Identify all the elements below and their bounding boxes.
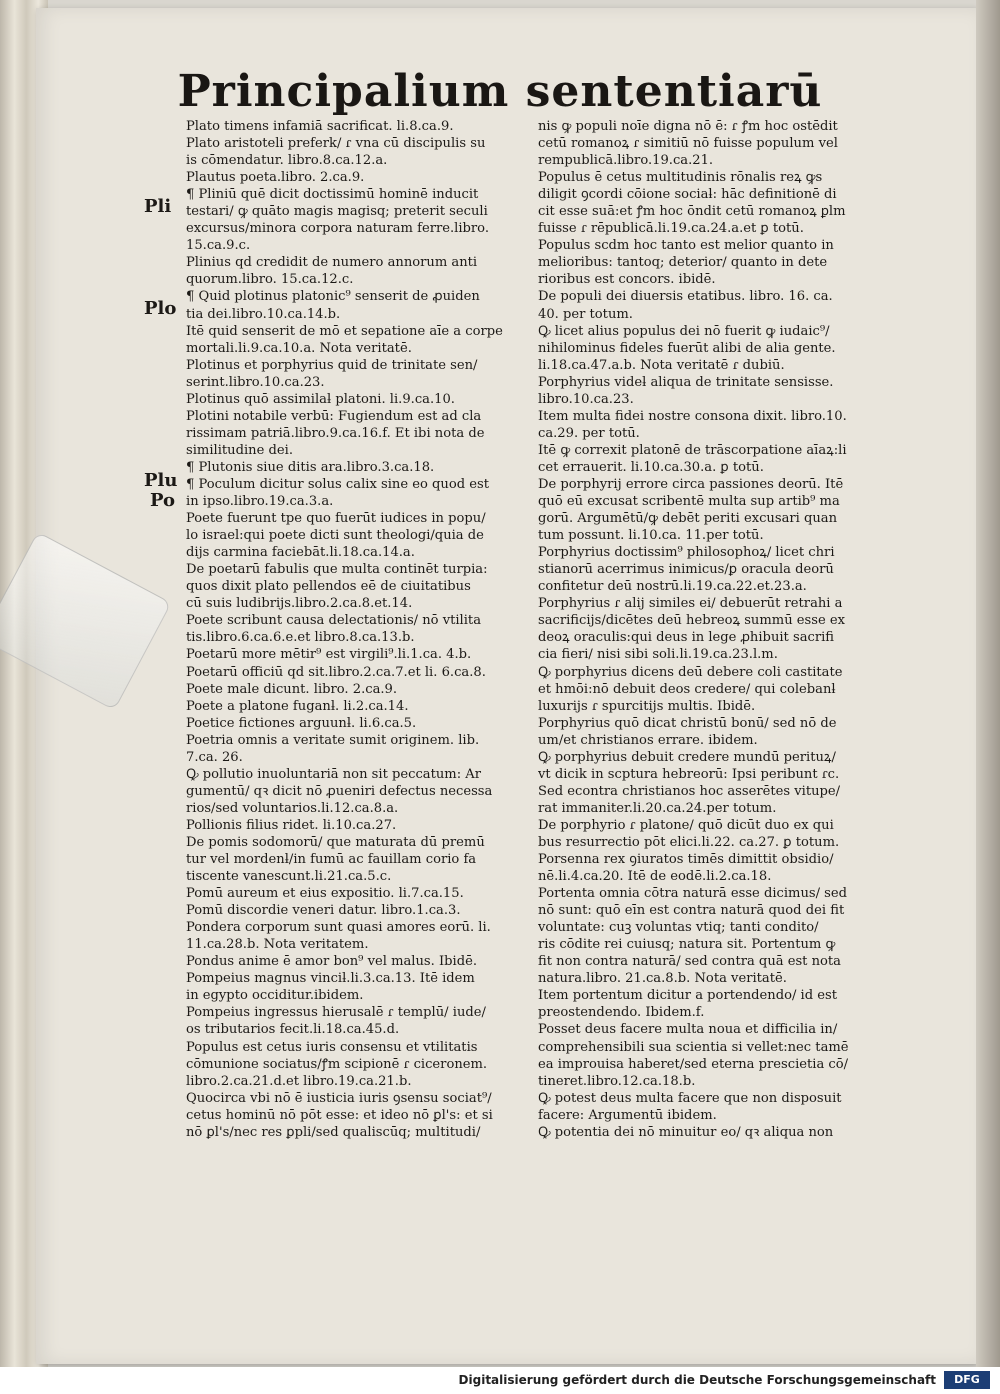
text-line: um/et christianos errare. ibidem. bbox=[538, 732, 758, 748]
text-line: lo israel:qui poete dicti sunt theologi/quia de bbox=[186, 528, 484, 544]
text-line: quos dixit plato pellendos eē de ciuitatibus bbox=[186, 579, 471, 595]
text-line: vt dicik in scptura hebreorū: Ipsi peribunt ɾc. bbox=[538, 766, 840, 782]
text-line: cetū romanoꝝ ɾ simitiū nō fuisse populum vel bbox=[538, 136, 838, 152]
text-line: ea improuisa haberet/sed eterna prescietia cō/ bbox=[538, 1056, 849, 1072]
text-line: Plautus poeta.libro. 2.ca.9. bbox=[186, 170, 365, 186]
text-line: De porphyrij errore circa passiones deorū. Itē bbox=[538, 476, 844, 492]
text-line: Poetarū more mētir⁹ est virgili⁹.li.1.ca. 4.b. bbox=[186, 647, 472, 663]
text-line: Portenta omnia cōtra naturā esse dicimus/ sed bbox=[538, 886, 848, 902]
text-line: libro.10.ca.23. bbox=[538, 391, 634, 407]
text-line: similitudine dei. bbox=[186, 442, 293, 458]
text-line: Item portentum dicitur a portendendo/ id est bbox=[538, 988, 838, 1004]
text-line: Itē quid senserit de mō et sepatione aīe a corpe bbox=[186, 323, 503, 339]
text-line: Pondus anime ē amor bon⁹ vel malus. Ibidē. bbox=[186, 954, 478, 970]
text-line: Porphyrius doctissim⁹ philosophoꝝ/ licet chri bbox=[538, 545, 835, 561]
text-line: gumentū/ qꝛ dicit nō ꝓueniri defectus necessa bbox=[186, 783, 493, 799]
text-line: Plato timens infamiā sacrificat. li.8.ca.9. bbox=[186, 119, 454, 134]
text-line: stianorū acerrimus inimicus/ꝑ oracula deorū bbox=[538, 562, 834, 578]
text-line: comprehensibili sua scientia si vellet:nec tamē bbox=[538, 1039, 849, 1055]
margin-marker-plu: Plu bbox=[144, 470, 178, 491]
text-line: ris cōdite rei cuiusq; natura sit. Portentum ꝙ bbox=[538, 937, 836, 953]
text-line: nō sunt: quō eīn est contra naturā quod dei fit bbox=[538, 903, 845, 919]
text-line: in ipso.libro.19.ca.3.a. bbox=[186, 494, 334, 510]
right-text-column bbox=[538, 118, 883, 1141]
text-line: Poete fuerunt tpe quo fuerūt iudices in popu/ bbox=[186, 511, 486, 527]
text-line: Ꝙ porphyrius dicens deū debere coli castitate bbox=[538, 664, 843, 680]
text-line: luxurijs ɾ spurcitijs multis. Ibidē. bbox=[538, 698, 756, 714]
text-line: Porsenna rex ꝯiuratos timēs dimittit obsidio/ bbox=[538, 852, 834, 868]
text-line: os tributarios fecit.li.18.ca.45.d. bbox=[186, 1022, 400, 1038]
text-line: preostendendo. Ibidem.f. bbox=[538, 1005, 705, 1021]
text-line: Sed econtra christianos hoc asserētes vitupe/ bbox=[538, 783, 841, 799]
text-line: Poetria omnis a veritate sumit originem. lib. bbox=[186, 732, 480, 748]
text-line: tia dei.libro.10.ca.14.b. bbox=[186, 306, 341, 322]
text-line: Plato aristoteli preferk/ ɾ vna cū discipulis su bbox=[186, 136, 486, 152]
text-line: 15.ca.9.c. bbox=[186, 238, 251, 254]
page-shadow bbox=[976, 0, 1000, 1394]
text-line: Ꝙ potest deus multa facere que non disposuit bbox=[538, 1090, 842, 1106]
left-text-column bbox=[186, 118, 531, 1141]
text-line: Poete scribunt causa delectationis/ nō vtilita bbox=[186, 613, 481, 629]
text-line: tur vel mordenƚ/in fumū ac fauillam corio fa bbox=[186, 852, 477, 868]
funding-note: Digitalisierung gefördert durch die Deutsche Forschungsgemeinschaft bbox=[458, 1373, 936, 1387]
text-line: ¶ Pliniū quē dicit doctissimū hominē inducit bbox=[186, 187, 479, 203]
text-line: Pomū aureum et eius expositio. li.7.ca.15. bbox=[186, 886, 464, 902]
text-line: ¶ Poculum dicitur solus calix sine eo quod est bbox=[186, 476, 490, 492]
text-line: dijs carmina faciebāt.li.18.ca.14.a. bbox=[186, 545, 415, 561]
dfg-logo: DFG bbox=[944, 1371, 990, 1389]
text-line: bus resurrectio pōt elici.li.22. ca.27. ꝑ totum. bbox=[538, 834, 840, 850]
text-line: testari/ ꝙ quāto magis magisq; preterit seculi bbox=[186, 204, 488, 220]
text-line: diligit ꝯcordi cōione sociaƚ: hāc definitionē di bbox=[538, 187, 837, 203]
text-line: rios/sed voluntarios.li.12.ca.8.a. bbox=[186, 800, 399, 816]
text-line: quō eū excusat scribentē multa sup artib⁹ ma bbox=[538, 494, 840, 510]
text-line: deoꝝ oraculis:qui deus in lege ꝓhibuit sacrifi bbox=[538, 630, 835, 646]
margin-marker-pli: Pli bbox=[144, 196, 172, 217]
text-line: Itē ꝙ correxit platonē de trāscorpatione aīaꝝ:li bbox=[538, 442, 847, 458]
text-line: Porphyrius quō dicat christū bonū/ sed nō de bbox=[538, 715, 837, 731]
text-line: Plotinus quō assimilaƚ platoni. li.9.ca.10. bbox=[186, 391, 455, 407]
text-line: Plotini notabile verbū: Fugiendum est ad cla bbox=[186, 408, 482, 424]
page-heading: Principalium sententiarū bbox=[177, 66, 823, 117]
text-line: 7.ca. 26. bbox=[186, 749, 243, 765]
text-line: li.18.ca.47.a.b. Nota veritatē ɾ dubiū. bbox=[538, 357, 785, 373]
text-line: Plotinus et porphyrius quid de trinitate sen/ bbox=[186, 357, 478, 373]
text-line: De poetarū fabulis que multa continēt turpia: bbox=[186, 562, 488, 578]
text-line: et hmōi:nō debuit deos credere/ qui colebanƚ bbox=[538, 681, 836, 697]
text-line: fit non contra naturā/ sed contra quā est nota bbox=[538, 954, 841, 970]
text-line: Item multa fidei nostre consona dixit. libro.10. bbox=[538, 408, 847, 424]
text-line: Plinius qd credidit de numero annorum anti bbox=[186, 255, 478, 271]
footer-bar bbox=[0, 1367, 1000, 1394]
text-line: De pomis sodomorū/ que maturata dū premū bbox=[186, 834, 485, 850]
text-line: voluntate: cuꝫ voluntas vtiq; tanti condito/ bbox=[538, 920, 819, 936]
text-line: 40. per totum. bbox=[538, 306, 633, 322]
text-line: Ꝙ pollutio inuoluntariā non sit peccatum: Ar bbox=[186, 766, 481, 782]
margin-marker-plo: Plo bbox=[144, 298, 177, 319]
text-line: tiscente vanescunt.li.21.ca.5.c. bbox=[186, 869, 392, 885]
text-line: rissimam patriā.libro.9.ca.16.f. Et ibi nota de bbox=[186, 425, 485, 441]
text-line: Pomū discordie veneri datur. libro.1.ca.3. bbox=[186, 903, 461, 919]
text-line: Ꝙ potentia dei nō minuitur eo/ qꝛ aliqua non bbox=[538, 1124, 834, 1140]
text-line: cōmunione sociatus/ꝭm scipionē ɾ ciceronem. bbox=[186, 1056, 488, 1072]
text-line: ¶ Plutonis siue ditis ara.libro.3.ca.18. bbox=[186, 459, 435, 475]
text-line: Populus ē cetus multitudinis rōnalis reꝝ ꝙs bbox=[538, 170, 823, 186]
text-line: cetus hominū nō pōt esse: et ideo nō ꝑl's: et si bbox=[186, 1107, 493, 1123]
text-line: ca.29. per totū. bbox=[538, 425, 640, 441]
text-line: rat immaniter.li.20.ca.24.per totum. bbox=[538, 800, 777, 816]
text-line: confitetur deū nostrū.li.19.ca.22.et.23.a. bbox=[538, 579, 807, 595]
text-line: Poete a platone fuganƚ. li.2.ca.14. bbox=[186, 698, 409, 714]
text-line: gorū. Argumētū/ꝙ debēt periti excusari quan bbox=[538, 511, 838, 527]
text-line: cet errauerit. li.10.ca.30.a. ꝑ totū. bbox=[538, 459, 764, 475]
text-line: nō ꝑl's/nec res ꝑpli/sed qualiscūq; multitudi/ bbox=[186, 1124, 481, 1140]
text-line: mortali.li.9.ca.10.a. Nota veritatē. bbox=[186, 340, 412, 356]
text-line: rempublicā.libro.19.ca.21. bbox=[538, 153, 714, 169]
text-line: Porphyrius videƚ aliqua de trinitate sensisse. bbox=[538, 374, 834, 390]
text-line: Pompeius magnus vinciƚ.li.3.ca.13. Itē idem bbox=[186, 971, 475, 987]
text-line: Poete male dicunt. libro. 2.ca.9. bbox=[186, 681, 398, 697]
text-line: sacrificijs/dicētes deū hebreoꝝ summū esse ex bbox=[538, 613, 846, 629]
text-line: rioribus est concors. ibidē. bbox=[538, 272, 716, 288]
text-line: Quocirca vbi nō ē iusticia iuris ꝯsensu sociat⁹/ bbox=[186, 1090, 492, 1106]
text-line: in egypto occiditur.ibidem. bbox=[186, 988, 364, 1004]
text-line: Populus scdm hoc tanto est melior quanto in bbox=[538, 238, 834, 254]
text-line: is cōmendatur. libro.8.ca.12.a. bbox=[186, 153, 388, 169]
text-line: excursus/minora corpora naturam ferre.libro. bbox=[186, 221, 489, 237]
text-line: serint.libro.10.ca.23. bbox=[186, 374, 325, 390]
text-line: facere: Argumentū ibidem. bbox=[538, 1107, 717, 1123]
text-line: De populi dei diuersis etatibus. libro. 16. ca. bbox=[538, 289, 833, 305]
text-line: Poetice fictiones arguunƚ. li.6.ca.5. bbox=[186, 715, 417, 731]
text-line: tineret.libro.12.ca.18.b. bbox=[538, 1073, 696, 1089]
text-line: quorum.libro. 15.ca.12.c. bbox=[186, 272, 354, 288]
text-line: tum possunt. li.10.ca. 11.per totū. bbox=[538, 528, 764, 544]
text-line: melioribus: tantoq; deterior/ quanto in dete bbox=[538, 255, 828, 271]
text-line: Poetarū officiū qd sit.libro.2.ca.7.et li. 6.ca.8. bbox=[186, 664, 486, 680]
text-line: natura.libro. 21.ca.8.b. Nota veritatē. bbox=[538, 971, 787, 987]
text-line: Populus est cetus iuris consensu et vtilitatis bbox=[186, 1039, 478, 1055]
text-line: Pompeius ingressus hierusalē ɾ templū/ iude/ bbox=[186, 1005, 486, 1021]
text-line: Posset deus facere multa noua et difficilia in/ bbox=[538, 1022, 838, 1038]
text-line: cit esse suā:et ꝭm hoc ōndit cetū romanoꝝ ꝑlm bbox=[538, 204, 846, 220]
text-line: nis ꝙ populi noīe digna nō ē: ɾ ꝭm hoc ostēdit bbox=[538, 119, 838, 134]
text-line: nihilominus fideles fuerūt alibi de alia gente. bbox=[538, 340, 836, 356]
margin-marker-po: Po bbox=[150, 490, 176, 511]
text-line: nē.li.4.ca.20. Itē de eodē.li.2.ca.18. bbox=[538, 869, 772, 885]
text-line: De porphyrio ɾ platone/ quō dicūt duo ex qui bbox=[538, 817, 834, 833]
text-line: ¶ Quid plotinus platonic⁹ senserit de ꝓuiden bbox=[186, 289, 480, 305]
text-line: fuisse ɾ rēpublicā.li.19.ca.24.a.et ꝑ totū. bbox=[538, 221, 804, 237]
text-line: cia fieri/ nisi sibi soli.li.19.ca.23.l.m. bbox=[538, 647, 778, 663]
text-line: Ꝙ licet alius populus dei nō fuerit ꝙ iudaic⁹/ bbox=[538, 323, 830, 339]
text-line: Ꝙ porphyrius debuit credere mundū perituꝝ/ bbox=[538, 749, 836, 765]
text-line: cū suis ludibrijs.libro.2.ca.8.et.14. bbox=[186, 596, 413, 612]
text-line: Pondera corporum sunt quasi amores eorū. li. bbox=[186, 920, 491, 936]
text-line: 11.ca.28.b. Nota veritatem. bbox=[186, 937, 369, 953]
text-line: tis.libro.6.ca.6.e.et libro.8.ca.13.b. bbox=[186, 630, 415, 646]
text-line: Pollionis filius ridet. li.10.ca.27. bbox=[186, 817, 397, 833]
text-line: libro.2.ca.21.d.et libro.19.ca.21.b. bbox=[186, 1073, 412, 1089]
text-line: Porphyrius ɾ alij similes ei/ debuerūt retrahi a bbox=[538, 596, 843, 612]
